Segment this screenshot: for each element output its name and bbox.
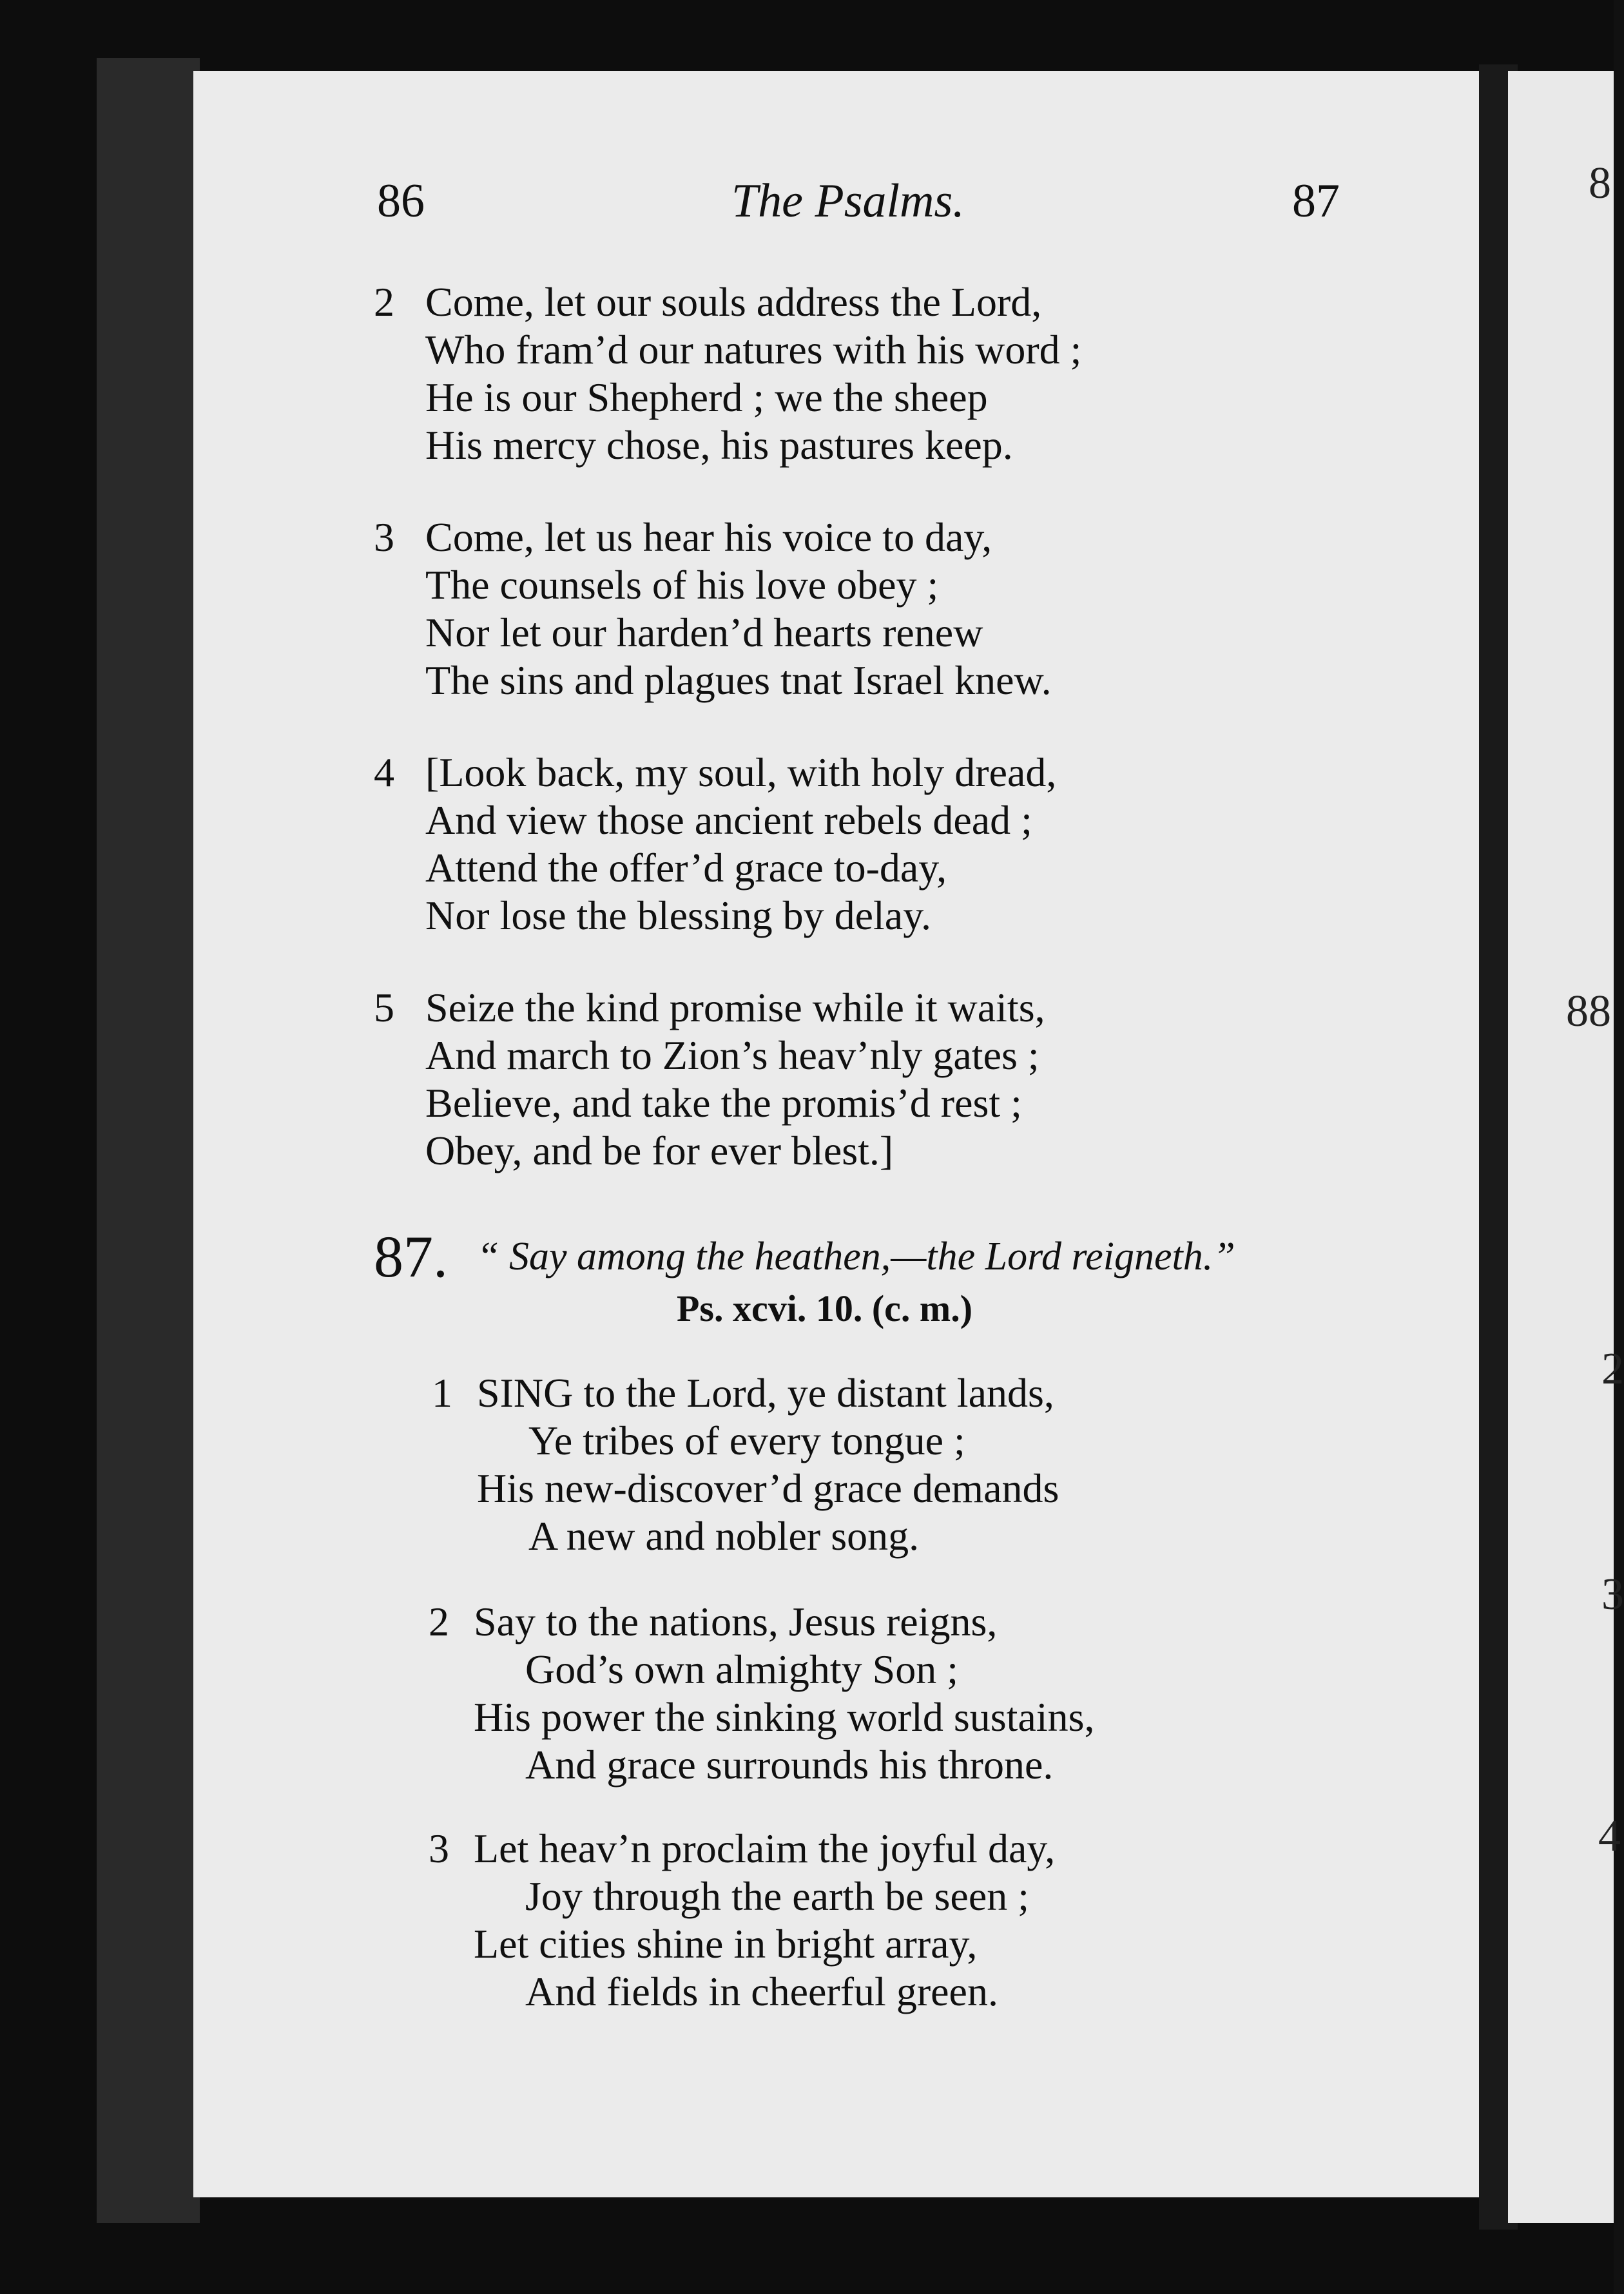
- verse-line: Let cities shine in bright array,: [474, 1921, 978, 1967]
- verse-line: And fields in cheerful green.: [525, 1969, 998, 2014]
- stanza-2-bottom: [429, 1598, 1095, 1789]
- verse-line: And grace surrounds his throne.: [525, 1742, 1054, 1788]
- verse-number: 3: [374, 514, 394, 560]
- running-title: The Psalms.: [731, 175, 965, 227]
- verse-number: 1: [432, 1370, 452, 1416]
- verse-line: Joy through the earth be seen ;: [525, 1873, 1029, 1919]
- psalm-reference: Ps. xcvi. 10. (c. m.): [677, 1287, 973, 1329]
- book-spine-shadow: [97, 58, 200, 2223]
- verse-line: His mercy chose, his pastures keep.: [425, 422, 1013, 468]
- verse-line: Come, let our souls address the Lord,: [425, 279, 1042, 325]
- verse-number: 2: [374, 279, 394, 325]
- verse-line: Say to the nations, Jesus reigns,: [474, 1599, 998, 1644]
- verse-line: Seize the kind promise while it waits,: [425, 985, 1045, 1030]
- verse-line: He is our Shepherd ; we the sheep: [425, 374, 988, 420]
- verse-number: 3: [429, 1826, 449, 1871]
- psalm-number: 87.: [374, 1224, 448, 1289]
- verse-line: And march to Zion’s heav’nly gates ;: [425, 1032, 1039, 1078]
- verse-line: His power the sinking world sustains,: [474, 1694, 1095, 1740]
- verse-line: Who fram’d our natures with his word ;: [425, 327, 1082, 372]
- verse-line: Believe, and take the promis’d rest ;: [425, 1080, 1022, 1126]
- verse-number: 5: [374, 985, 394, 1030]
- stanza-1-bottom: [432, 1369, 1059, 1560]
- verse-line: Obey, and be for ever blest.]: [425, 1128, 894, 1173]
- verse-line: [Look back, my soul, with holy dread,: [425, 749, 1057, 795]
- right-page-number: 87: [1292, 175, 1340, 227]
- adjacent-page-fragment: 8: [1589, 159, 1611, 208]
- verse-line: Let heav’n proclaim the joyful day,: [474, 1826, 1056, 1871]
- adjacent-page-strip: [1508, 71, 1614, 2223]
- adjacent-page-fragment: 4: [1598, 1811, 1621, 1861]
- stanza-4-top: [374, 749, 1057, 940]
- stanza-3-top: [374, 514, 1052, 704]
- stanza-5-top: [374, 984, 1045, 1175]
- verse-line: Attend the offer’d grace to-day,: [425, 845, 947, 891]
- verse-line: Come, let us hear his voice to day,: [425, 514, 992, 560]
- verse-line: The counsels of his love obey ;: [425, 562, 939, 608]
- left-page-number: 86: [377, 175, 425, 227]
- verse-number: 4: [374, 749, 394, 795]
- verse-line: His new-discover’d grace demands: [477, 1465, 1059, 1511]
- psalm-epigraph: “ Say among the heathen,—the Lord reigneth.”: [477, 1235, 1235, 1278]
- adjacent-page-fragment: 88: [1566, 987, 1611, 1036]
- verse-line: A new and nobler song.: [528, 1513, 920, 1559]
- verse-number: 2: [429, 1599, 449, 1644]
- stanza-3-bottom: [429, 1825, 1056, 2016]
- verse-line: Ye tribes of every tongue ;: [528, 1418, 965, 1463]
- adjacent-page-fragment: 2: [1601, 1344, 1624, 1394]
- verse-line: God’s own almighty Son ;: [525, 1646, 959, 1692]
- verse-line: Nor lose the blessing by delay.: [425, 892, 932, 938]
- adjacent-page-fragment: 3: [1601, 1570, 1624, 1619]
- stanza-2-top: [374, 278, 1082, 469]
- verse-line: Nor let our harden’d hearts renew: [425, 610, 983, 655]
- verse-line: And view those ancient rebels dead ;: [425, 797, 1032, 843]
- verse-line: The sins and plagues tnat Israel knew.: [425, 657, 1052, 703]
- verse-line: SING to the Lord, ye distant lands,: [477, 1370, 1054, 1416]
